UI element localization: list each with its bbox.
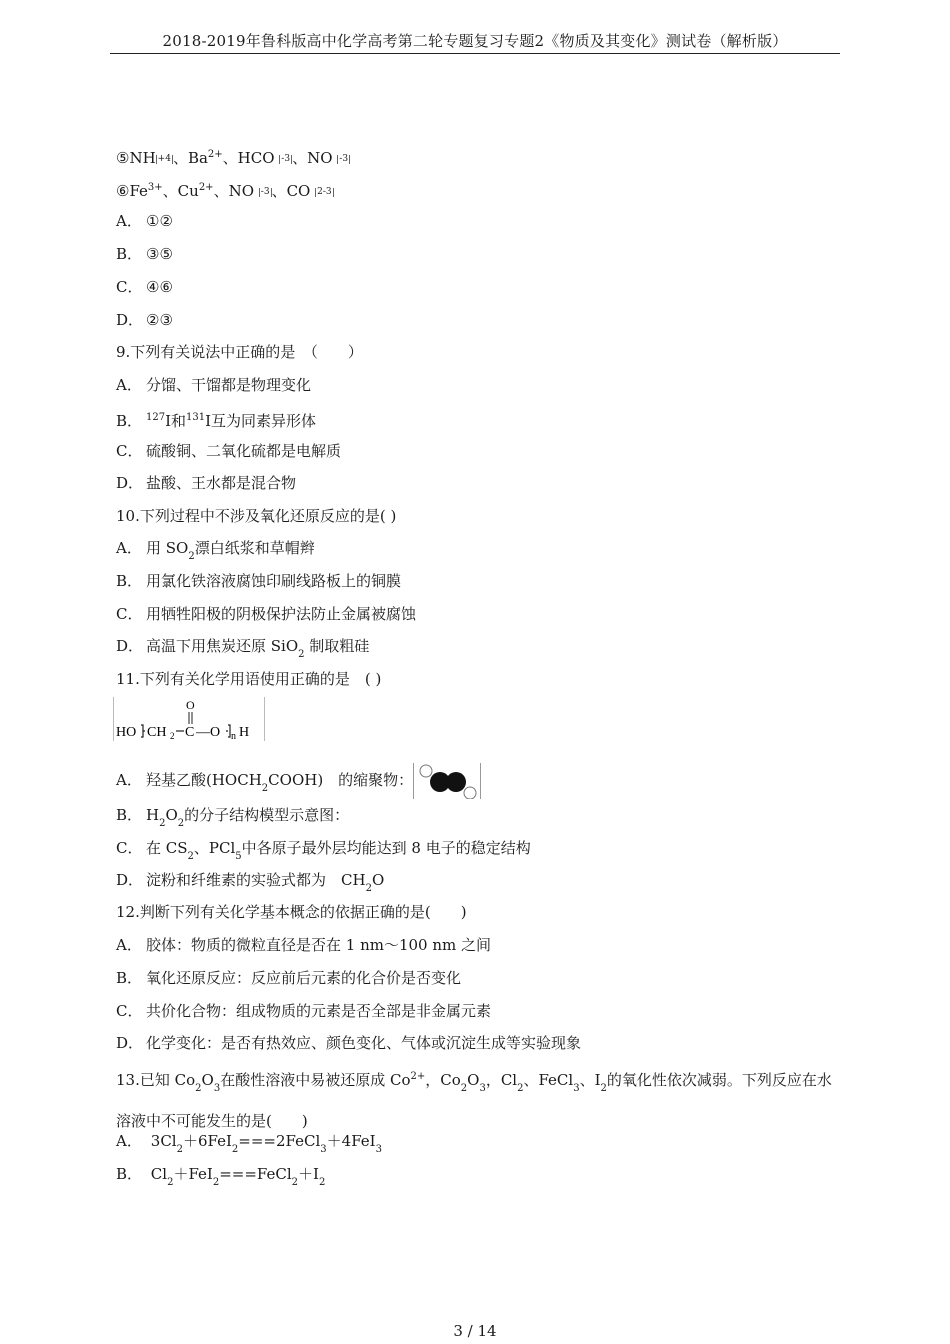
option-text: 、PCl <box>193 839 236 857</box>
subscript: 3 <box>375 1144 382 1155</box>
ion-charge-box: -3 <box>281 153 291 164</box>
subscript: 2 <box>365 883 372 894</box>
polyester-formula-image <box>113 697 265 741</box>
option-key: D． <box>116 474 144 492</box>
q13-option-b <box>116 1164 325 1193</box>
option-key: D． <box>116 311 144 329</box>
subscript: 2 <box>195 1083 202 1094</box>
page-header: 2018-2019年鲁科版高中化学高考第二轮专题复习专题2《物质及其变化》测试卷（解析版） <box>162 32 788 50</box>
option-key: A． <box>116 539 142 557</box>
option-key: A． <box>116 376 142 394</box>
text: 在酸性溶液中易被还原成 Co <box>220 1071 411 1089</box>
option-text: 用牺牲阳极的阴极保护法防止金属被腐蚀 <box>146 605 417 623</box>
option-text: I互为同素异形体 <box>205 412 317 430</box>
subscript: 2 <box>188 551 195 562</box>
text: 、NO <box>213 182 254 200</box>
superscript: 2+ <box>207 149 223 160</box>
option-text: O <box>371 871 385 889</box>
option-text: 的分子结构模型示意图： <box>184 806 350 824</box>
subscript: 3 <box>479 1083 486 1094</box>
option-text: 用氯化铁溶液腐蚀印刷线路板上的铜膜 <box>146 572 402 590</box>
superscript: 131 <box>186 412 206 423</box>
superscript: 2+ <box>198 182 214 193</box>
q10-option-a <box>116 538 315 567</box>
formula-bracket-right <box>226 725 230 737</box>
subscript: 2 <box>167 1177 174 1188</box>
option-key: B． <box>116 1165 143 1183</box>
option-text: 制取粗硅 <box>304 637 370 655</box>
option-key: A． <box>116 1132 142 1150</box>
text: 的氧化性依次减弱。下列反应在水溶液中不可能发生的是( ) <box>116 1071 832 1130</box>
text: 、Ba <box>172 149 208 167</box>
subscript: 2 <box>517 1083 524 1094</box>
option-key: B． <box>116 969 143 987</box>
option-text: H <box>146 806 160 824</box>
oxygen-atom <box>446 772 466 792</box>
subscript: 3 <box>573 1083 580 1094</box>
option-key: B． <box>116 245 143 263</box>
option-text: ===FeCl <box>219 1165 292 1183</box>
q8-option-a <box>116 211 173 231</box>
subscript: 2 <box>600 1083 607 1094</box>
option-text: 中各原子最外层均能达到 8 电子的稳定结构 <box>241 839 531 857</box>
option-text: COOH) 的缩聚物： <box>268 771 414 789</box>
h2o2-model-image <box>413 763 481 799</box>
formula-o: —O <box>196 725 221 740</box>
option-text: 共价化合物：组成物质的元素是否全部是非金属元素 <box>146 1002 492 1020</box>
q13-option-a <box>116 1131 382 1160</box>
option-key: D． <box>116 637 144 655</box>
header-rule <box>110 53 840 54</box>
q10-stem: 10.下列过程中不涉及氧化还原反应的是( ) <box>116 507 397 525</box>
hydrogen-atom <box>464 787 476 799</box>
q10-option-c <box>116 604 416 624</box>
option-key: A． <box>116 936 142 954</box>
option-text: ＋I <box>298 1165 319 1183</box>
option-text: 高温下用焦炭还原 SiO <box>146 637 299 655</box>
option-text: I和 <box>165 412 187 430</box>
formula-c: C <box>185 725 195 740</box>
molecule-model-svg <box>414 763 480 799</box>
hydrogen-atom <box>420 765 432 777</box>
text: O <box>467 1071 480 1089</box>
option-text: 3Cl <box>150 1132 177 1150</box>
subscript: 3 <box>213 1083 221 1094</box>
text: 、NO <box>292 149 333 167</box>
subscript: 2 <box>187 851 194 862</box>
formula-h: H <box>239 725 250 740</box>
option-text: 淀粉和纤维素的实验式都为 CH <box>146 871 366 889</box>
q12-option-d <box>116 1033 581 1053</box>
option-text: O <box>165 806 178 824</box>
q10-option-d <box>116 636 369 665</box>
subscript: 2 <box>291 1177 299 1188</box>
formula-ho: HO <box>116 725 137 740</box>
q8-item-6 <box>116 178 334 201</box>
option-key: B． <box>116 572 143 590</box>
subscript: 2 <box>298 649 305 660</box>
option-key: B． <box>116 806 143 824</box>
option-text: ④⑥ <box>146 278 173 296</box>
ion-charge-box: +4 <box>157 153 171 164</box>
text: 、HCO <box>222 149 275 167</box>
q12-stem: 12.判断下列有关化学基本概念的依据正确的是( ) <box>116 903 467 921</box>
ion-charge-box: -3 <box>260 186 270 197</box>
superscript: 3+ <box>147 182 163 193</box>
option-text: ②③ <box>146 311 173 329</box>
subscript: 2 <box>159 818 166 829</box>
polyester-formula-svg <box>114 697 264 741</box>
option-text: ＋4FeI <box>326 1132 376 1150</box>
q11-option-b <box>116 805 349 834</box>
subscript: 2 <box>177 818 185 829</box>
option-key: A． <box>116 771 142 789</box>
option-text: 化学变化：是否有热效应、颜色变化、气体或沉淀生成等实验现象 <box>146 1034 582 1052</box>
formula-bracket-left <box>141 725 145 737</box>
page-number: 3 / 14 <box>453 1322 497 1340</box>
subscript: 2 <box>212 1177 220 1188</box>
text: 、I <box>579 1071 601 1089</box>
q9-option-a <box>116 375 311 395</box>
q9-option-c <box>116 441 341 461</box>
q11-option-a <box>116 763 481 799</box>
q8-option-d <box>116 310 173 330</box>
text: ，Cl <box>485 1071 518 1089</box>
option-key: B． <box>116 412 143 430</box>
option-text: 硫酸铜、二氧化硫都是电解质 <box>146 442 342 460</box>
option-key: C． <box>116 442 143 460</box>
option-key: C． <box>116 605 143 623</box>
subscript: 2 <box>176 1144 183 1155</box>
option-key: C． <box>116 278 143 296</box>
option-text: ＋FeI <box>173 1165 213 1183</box>
option-key: C． <box>116 1002 143 1020</box>
formula-o-top: O <box>186 698 195 712</box>
option-key: D． <box>116 1034 144 1052</box>
ion-charge-box: -3 <box>339 153 349 164</box>
q11-option-c <box>116 838 531 867</box>
text: ，Co <box>425 1071 461 1089</box>
q11-stem: 11.下列有关化学用语使用正确的是 ( ) <box>116 670 382 688</box>
q12-option-a <box>116 935 491 955</box>
option-text: ＋6FeI <box>182 1132 232 1150</box>
option-key: C． <box>116 839 143 857</box>
option-text: 用 SO <box>146 539 189 557</box>
text: 、Cu <box>162 182 199 200</box>
formula-ch-sub: 2 <box>170 731 175 741</box>
option-text: 分馏、干馏都是物理变化 <box>146 376 312 394</box>
option-text: ③⑤ <box>146 245 173 263</box>
superscript: 127 <box>146 412 166 423</box>
subscript: 2 <box>460 1083 468 1094</box>
ion-charge-box: 2-3 <box>317 186 332 197</box>
text: ⑥Fe <box>116 182 148 200</box>
formula-ch: CH <box>147 725 167 740</box>
option-text: ①② <box>146 212 173 230</box>
q9-stem: 9.下列有关说法中正确的是 （ ） <box>116 343 363 361</box>
subscript: 2 <box>318 1177 326 1188</box>
option-text: 盐酸、王水都是混合物 <box>146 474 297 492</box>
text: ⑤NH <box>116 149 156 167</box>
superscript: 2+ <box>410 1071 426 1082</box>
q11-option-d <box>116 870 384 899</box>
q12-option-c <box>116 1001 491 1021</box>
q8-option-b <box>116 244 173 264</box>
subscript: 2 <box>261 783 269 794</box>
q9-option-d <box>116 473 296 493</box>
text: 、FeCl <box>523 1071 574 1089</box>
q8-option-c <box>116 277 173 297</box>
option-text: ===2FeCl <box>238 1132 321 1150</box>
option-text: 羟基乙酸(HOCH <box>146 771 262 789</box>
option-text: 在 CS <box>146 839 188 857</box>
option-text: 胶体：物质的微粒直径是否在 1 nm～100 nm 之间 <box>146 936 492 954</box>
q9-option-b <box>116 408 316 431</box>
option-text: Cl <box>150 1165 168 1183</box>
text: 、CO <box>271 182 311 200</box>
subscript: 2 <box>231 1144 239 1155</box>
option-key: A． <box>116 212 142 230</box>
q10-option-b <box>116 571 401 591</box>
q12-option-b <box>116 968 461 988</box>
text: O <box>201 1071 214 1089</box>
subscript: 3 <box>320 1144 327 1155</box>
option-key: D． <box>116 871 144 889</box>
subscript: 5 <box>235 851 242 862</box>
option-text: 氧化还原反应：反应前后元素的化合价是否变化 <box>146 969 462 987</box>
formula-n: n <box>231 731 236 741</box>
q13-stem <box>116 1060 836 1138</box>
option-text: 漂白纸浆和草帽辫 <box>194 539 315 557</box>
q8-item-5 <box>116 145 350 168</box>
text: 13.已知 Co <box>116 1071 196 1089</box>
